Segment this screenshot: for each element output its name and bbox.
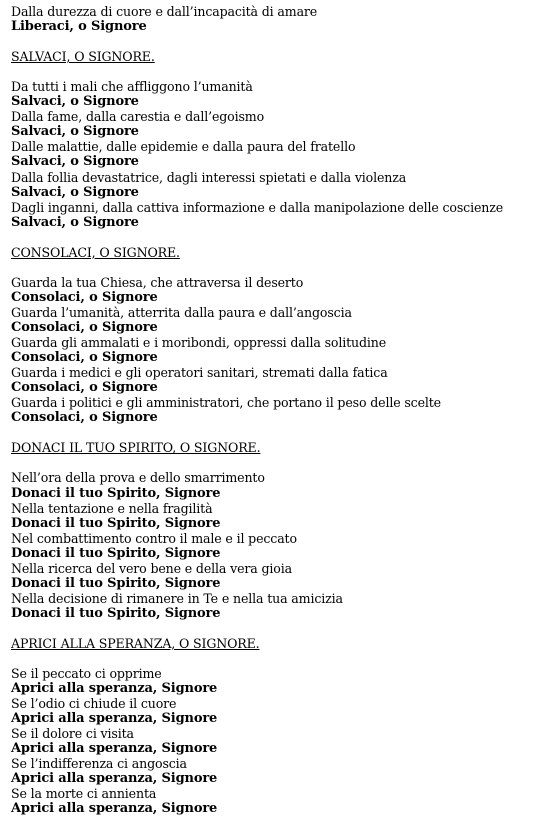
invocation-line: Nella tentazione e nella fragilità: [11, 500, 213, 516]
invocation-line: Dalla follia devastatrice, dagli interessi spietati e dalla violenza: [11, 169, 407, 185]
response-line: Donaci il tuo Spirito, Signore: [11, 485, 221, 501]
blank-line: [11, 34, 555, 49]
invocation-line: Guarda l’umanità, atterrita dalla paura e dall’angoscia: [11, 304, 352, 320]
blank-line: [11, 260, 555, 275]
response-line: Salvaci, o Signore: [11, 214, 139, 230]
invocation-line: Guarda i politici e gli amministratori, che portano il peso delle scelte: [11, 395, 441, 411]
response-line: Salvaci, o Signore: [11, 94, 139, 110]
blank-line: [11, 651, 555, 666]
invocation-line: Se l’indifferenza ci angoscia: [11, 756, 187, 772]
invocation-line: Se la morte ci annienta: [11, 786, 157, 802]
blank-line: [11, 455, 555, 470]
response-line: Aprici alla speranza, Signore: [11, 771, 218, 787]
response-line: Consolaci, o Signore: [11, 380, 158, 396]
response-line: Aprici alla speranza, Signore: [11, 741, 218, 757]
response-line: Consolaci, o Signore: [11, 350, 158, 366]
invocation-line: Dalle malattie, dalle epidemie e dalla paura del fratello: [11, 139, 356, 155]
invocation-line: Nella ricerca del vero bene e della vera gioia: [11, 560, 292, 576]
invocation-line: Da tutti i mali che affliggono l’umanità: [11, 79, 253, 95]
section-heading: SALVACI, O SIGNORE.: [11, 49, 155, 65]
blank-line: [11, 621, 555, 636]
section-heading: APRICI ALLA SPERANZA, O SIGNORE.: [11, 635, 260, 651]
blank-line: [11, 230, 555, 245]
response-line: Salvaci, o Signore: [11, 124, 139, 140]
response-line: Consolaci, o Signore: [11, 289, 158, 305]
invocation-line: Nell’ora della prova e dello smarrimento: [11, 470, 265, 486]
invocation-line: Guarda gli ammalati e i moribondi, oppressi dalla solitudine: [11, 335, 387, 351]
invocation-line: Guarda la tua Chiesa, che attraversa il deserto: [11, 274, 304, 290]
invocation-line: Se l’odio ci chiude il cuore: [11, 696, 177, 712]
response-line: Consolaci, o Signore: [11, 410, 158, 426]
response-line: Aprici alla speranza, Signore: [11, 801, 218, 817]
invocation-line: Dalla durezza di cuore e dall’incapacità di amare: [11, 4, 318, 19]
invocation-line: Guarda i medici e gli operatori sanitari, stremati dalla fatica: [11, 365, 388, 381]
response-line: Consolaci, o Signore: [11, 319, 158, 335]
invocation-line: Se il peccato ci opprime: [11, 666, 162, 682]
response-line: Donaci il tuo Spirito, Signore: [11, 575, 221, 591]
response-line: Donaci il tuo Spirito, Signore: [11, 515, 221, 531]
response-line: Donaci il tuo Spirito, Signore: [11, 605, 221, 621]
blank-line: [11, 425, 555, 440]
response-line: Liberaci, o Signore: [11, 19, 147, 35]
invocation-line: Nel combattimento contro il male e il peccato: [11, 530, 297, 546]
invocation-line: Dagli inganni, dalla cattiva informazione e dalla manipolazione delle coscienze: [11, 199, 504, 215]
section-heading: CONSOLACI, O SIGNORE.: [11, 244, 180, 260]
section-heading: DONACI IL TUO SPIRITO, O SIGNORE.: [11, 440, 261, 456]
blank-line: [11, 64, 555, 79]
response-line: Salvaci, o Signore: [11, 154, 139, 170]
response-line: Donaci il tuo Spirito, Signore: [11, 545, 221, 561]
response-line: Aprici alla speranza, Signore: [11, 681, 218, 697]
invocation-line: Nella decisione di rimanere in Te e nella tua amicizia: [11, 590, 343, 606]
invocation-line: Se il dolore ci visita: [11, 726, 134, 742]
response-line: Salvaci, o Signore: [11, 184, 139, 200]
response-line: Aprici alla speranza, Signore: [11, 711, 218, 727]
invocation-line: Dalla fame, dalla carestia e dall’egoismo: [11, 109, 265, 125]
